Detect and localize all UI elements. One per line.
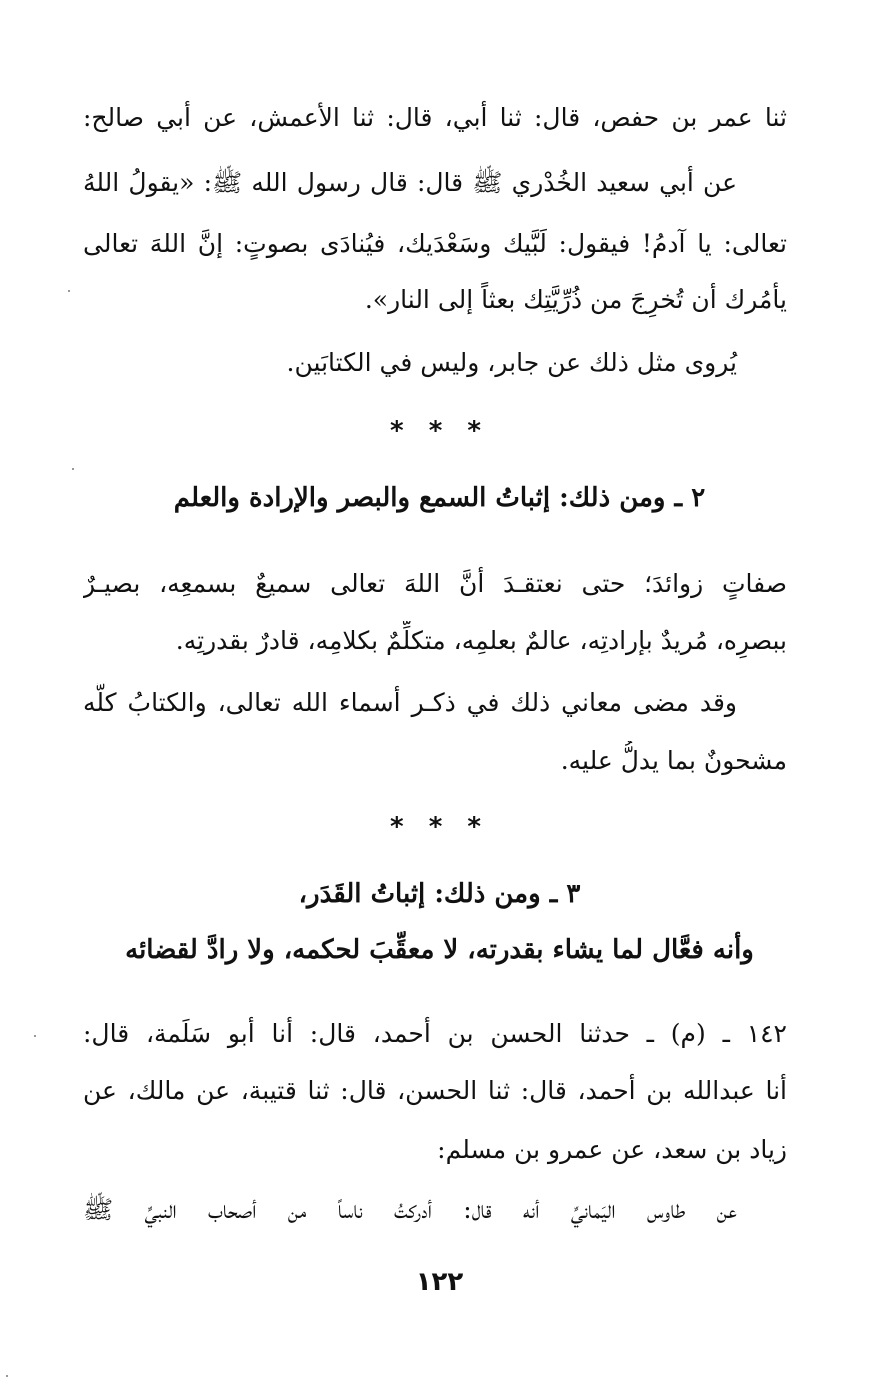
text-line: صفاتٍ زوائدَ؛ حتى نعتقـدَ أنَّ اللهَ تعالى سميعٌ بسمعِه، بصيـرٌ <box>83 569 787 598</box>
text-line: أنا عبدالله بن أحمد، قال: ثنا الحسن، قال: ثنا قتيبة، عن مالك، عن <box>83 1076 787 1105</box>
section-separator: * * * <box>390 812 489 842</box>
text-line: وقد مضى معاني ذلك في ذكـر أسماء الله تعالى، والكتابُ كلُّه <box>83 688 737 717</box>
text-line: ثنا عمر بن حفص، قال: ثنا أبي، قال: ثنا الأعمش، عن أبي صالح: <box>83 103 787 132</box>
text-line: يُروى مثل ذلك عن جابر، وليس في الكتابَين. <box>286 348 737 377</box>
section-heading: ٢ ـ ومن ذلك: إثباتُ السمع والبصر والإرادة والعلم <box>173 483 706 513</box>
section-heading: ٣ ـ ومن ذلك: إثباتُ القَدَر، <box>298 879 581 909</box>
text-line: تعالى: يا آدمُ! فيقول: لَبَّيك وسَعْدَيك، فيُنادَى بصوتٍ: إنَّ اللهَ تعالى <box>83 229 787 258</box>
text-line: عن أبي سعيد الخُدْري ﷺ قال: قال رسول الله ﷺ: «يقولُ اللهُ <box>83 168 737 197</box>
scan-speck <box>72 468 74 470</box>
text-line: ١٤٢ ـ (م) ـ حدثنا الحسن بن أحمد، قال: أنا أبو سَلَمة، قال: <box>83 1019 787 1048</box>
scan-speck <box>34 1035 36 1037</box>
section-subheading: وأنه فعَّال لما يشاء بقدرته، لا معقِّبَ لحكمه، ولا رادَّ لقضائه <box>125 935 754 965</box>
text-line: عن طاوس اليَمانيِّ أنه قال: أدركتُ ناساً من أصحاب النبيِّ ﷺ <box>83 1195 737 1224</box>
text-line: يأمُرك أن تُخرِجَ من ذُرِّيَّتِك بعثاً إلى النار». <box>364 285 787 314</box>
text-line: زياد بن سعد، عن عمرو بن مسلم: <box>437 1135 787 1164</box>
scan-speck <box>68 290 70 292</box>
scan-speck <box>6 1375 8 1377</box>
text-line: مشحونٌ بما يدلُّ عليه. <box>560 746 787 775</box>
page-number: ١٢٢ <box>415 1267 464 1297</box>
section-separator: * * * <box>390 416 489 446</box>
text-line: ببصرِه، مُريدٌ بإرادتِه، عالمٌ بعلمِه، متكلِّمٌ بكلامِه، قادرٌ بقدرتِه. <box>175 626 787 655</box>
